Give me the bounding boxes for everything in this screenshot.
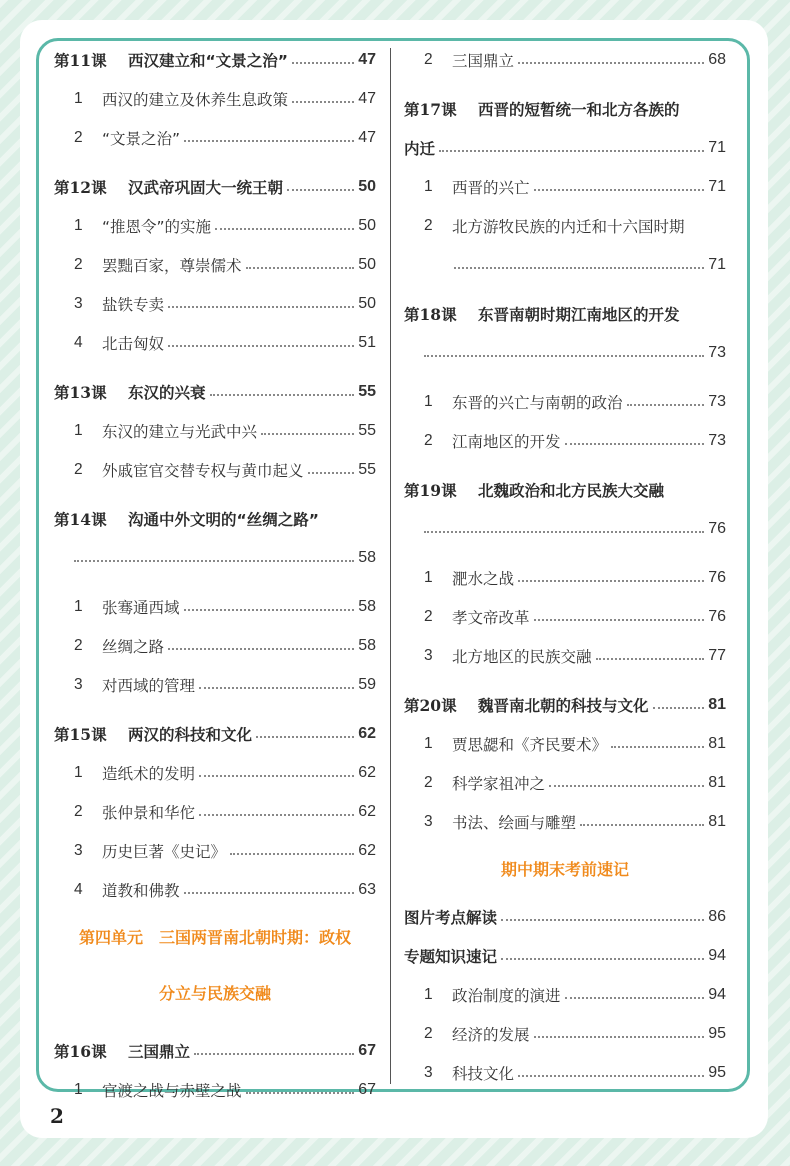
section-number: 2 <box>424 773 433 791</box>
toc-continuation-leader[interactable] <box>404 245 726 284</box>
toc-section-entry[interactable] <box>404 975 726 1014</box>
section-number: 1 <box>74 597 83 615</box>
lesson-title: 沟通中外文明的“丝绸之路” <box>128 510 319 529</box>
lesson-title: 汉武帝巩固大一统王朝 <box>128 178 284 197</box>
toc-section-entry[interactable] <box>404 382 726 421</box>
section-title: 官渡之战与赤壁之战 <box>102 1081 242 1100</box>
toc-section-entry[interactable] <box>404 636 726 675</box>
toc-section-entry[interactable] <box>404 40 726 79</box>
toc-section-entry[interactable] <box>54 831 376 870</box>
dot-leader <box>424 355 704 357</box>
section-number: 2 <box>424 607 433 625</box>
dot-leader <box>518 580 704 582</box>
dot-leader <box>261 433 354 435</box>
heading-title: 内迁 <box>404 139 436 158</box>
section-number: 1 <box>74 216 83 234</box>
page-ref: 68 <box>708 50 726 68</box>
dot-leader <box>534 1036 705 1038</box>
section-title: 东晋的兴亡与南朝的政治 <box>452 393 623 412</box>
section-number: 1 <box>424 734 433 752</box>
section-title: 盐铁专卖 <box>102 295 165 314</box>
section-title: “文景之治” <box>102 129 181 148</box>
toc-lesson-entry[interactable] <box>404 470 726 509</box>
section-number: 1 <box>74 1080 83 1098</box>
toc-section-entry[interactable] <box>404 1053 726 1092</box>
toc-heading-entry[interactable] <box>404 897 726 936</box>
section-number: 2 <box>74 460 83 478</box>
unit-title: 分立与民族交融 <box>158 984 271 1003</box>
dot-leader <box>292 62 354 64</box>
toc-section-entry[interactable] <box>54 792 376 831</box>
section-title: 科学家祖冲之 <box>452 774 546 793</box>
dot-leader <box>184 892 355 894</box>
section-title: 书法、绘画与雕塑 <box>452 813 577 832</box>
dot-leader <box>199 814 354 816</box>
lesson-title: 东汉的兴衰 <box>128 383 206 402</box>
section-number: 4 <box>74 880 83 898</box>
section-title: 北方游牧民族的内迁和十六国时期 <box>452 217 685 236</box>
toc-section-entry[interactable] <box>54 411 376 450</box>
page-ref: 71 <box>708 255 726 273</box>
lesson-number: 第16课 <box>54 1041 107 1061</box>
section-title: 经济的发展 <box>452 1025 530 1044</box>
toc-section-entry[interactable] <box>404 558 726 597</box>
dot-leader <box>596 658 705 660</box>
toc-heading-entry[interactable] <box>404 936 726 975</box>
section-number: 1 <box>74 763 83 781</box>
page-ref: 81 <box>708 734 726 752</box>
section-title: “推恩令”的实施 <box>102 217 212 236</box>
dot-leader <box>534 189 705 191</box>
page-ref: 50 <box>358 255 376 273</box>
page-ref: 58 <box>358 636 376 654</box>
toc-section-entry[interactable] <box>404 421 726 460</box>
toc-section-entry[interactable] <box>404 167 726 206</box>
toc-section-entry[interactable] <box>404 1014 726 1053</box>
page-ref: 62 <box>358 724 376 742</box>
section-title: 道教和佛教 <box>102 881 180 900</box>
lesson-title: 两汉的科技和文化 <box>128 725 253 744</box>
section-number: 2 <box>424 50 433 68</box>
section-number: 2 <box>74 255 83 273</box>
dot-leader <box>424 531 704 533</box>
page-ref: 51 <box>358 333 376 351</box>
dot-leader <box>439 150 704 152</box>
page-ref: 73 <box>708 343 726 361</box>
toc-section-entry[interactable] <box>54 1070 376 1109</box>
page-ref: 67 <box>358 1080 376 1098</box>
dot-leader <box>454 267 704 269</box>
section-title: 科技文化 <box>452 1064 515 1083</box>
toc-section-entry[interactable] <box>54 587 376 626</box>
section-title: 三国鼎立 <box>452 51 515 70</box>
section-title: 北方地区的民族交融 <box>452 647 592 666</box>
dot-leader <box>199 687 354 689</box>
dot-leader <box>74 560 354 562</box>
section-number: 3 <box>424 1063 433 1081</box>
page-ref: 55 <box>358 460 376 478</box>
lesson-title: 魏晋南北朝的科技与文化 <box>478 696 649 715</box>
page-ref: 86 <box>708 907 726 925</box>
lesson-title: 西晋的短暂统一和北方各族的 <box>478 100 680 119</box>
page-ref: 76 <box>708 519 726 537</box>
section-number: 3 <box>74 841 83 859</box>
section-number: 2 <box>74 636 83 654</box>
lesson-number: 第15课 <box>54 724 107 744</box>
page-ref: 50 <box>358 177 376 195</box>
section-title: 北击匈奴 <box>102 334 165 353</box>
section-number: 1 <box>74 421 83 439</box>
toc-section-entry[interactable] <box>54 118 376 157</box>
toc-continuation-leader[interactable] <box>54 538 376 577</box>
toc-lesson-entry[interactable] <box>54 372 376 411</box>
lesson-number: 第17课 <box>404 99 457 119</box>
page-ref: 76 <box>708 568 726 586</box>
section-title: 丝绸之路 <box>102 637 165 656</box>
page-ref: 94 <box>708 946 726 964</box>
dot-leader <box>308 472 355 474</box>
lesson-number: 第19课 <box>404 480 457 500</box>
lesson-title: 三国鼎立 <box>128 1042 191 1061</box>
section-title: 罢黜百家，尊崇儒术 <box>102 256 242 275</box>
toc-section-entry[interactable] <box>54 626 376 665</box>
column-divider <box>390 48 391 1084</box>
section-title: 东汉的建立与光武中兴 <box>102 422 258 441</box>
toc-lesson-entry[interactable] <box>404 294 726 333</box>
dot-leader <box>184 140 354 142</box>
dot-leader <box>501 919 704 921</box>
dot-leader <box>611 746 704 748</box>
section-title: 张仲景和华佗 <box>102 803 196 822</box>
lesson-number: 第11课 <box>54 50 107 70</box>
toc-section-entry[interactable] <box>54 245 376 284</box>
page-ref: 67 <box>358 1041 376 1059</box>
dot-leader <box>292 101 354 103</box>
page-ref: 73 <box>708 431 726 449</box>
page-ref: 55 <box>358 382 376 400</box>
section-title: 淝水之战 <box>452 569 515 588</box>
lesson-title: 北魏政治和北方民族大交融 <box>478 481 665 500</box>
page-ref: 62 <box>358 841 376 859</box>
dot-leader <box>246 1092 355 1094</box>
toc-section-entry[interactable] <box>54 753 376 792</box>
section-number: 3 <box>74 675 83 693</box>
toc-lesson-entry[interactable] <box>54 40 376 79</box>
page-ref: 47 <box>358 128 376 146</box>
toc-continuation-leader[interactable] <box>404 509 726 548</box>
section-number: 4 <box>74 333 83 351</box>
dot-leader <box>194 1053 354 1055</box>
toc-lesson-entry[interactable] <box>404 685 726 724</box>
section-number: 2 <box>424 1024 433 1042</box>
dot-leader <box>580 824 704 826</box>
dot-leader <box>215 228 354 230</box>
page-ref: 47 <box>358 89 376 107</box>
toc-lesson-entry[interactable] <box>54 1031 376 1070</box>
lesson-title: 西汉建立和“文景之治” <box>128 51 288 70</box>
toc-section-entry[interactable] <box>404 724 726 763</box>
section-title: 造纸术的发明 <box>102 764 196 783</box>
page-ref: 95 <box>708 1024 726 1042</box>
toc-section-entry[interactable] <box>54 450 376 489</box>
dot-leader <box>168 648 354 650</box>
dot-leader <box>184 609 355 611</box>
dot-leader <box>287 189 354 191</box>
page-ref: 71 <box>708 177 726 195</box>
section-number: 3 <box>424 812 433 830</box>
dot-leader <box>565 997 705 999</box>
page-ref: 62 <box>358 802 376 820</box>
section-number: 1 <box>424 985 433 1003</box>
page-ref: 47 <box>358 50 376 68</box>
page-ref: 81 <box>708 695 726 713</box>
toc-lesson-entry[interactable] <box>54 167 376 206</box>
heading-title: 专题知识速记 <box>404 947 498 966</box>
dot-leader <box>210 394 355 396</box>
toc-section-entry[interactable] <box>54 323 376 362</box>
toc-section-entry[interactable] <box>54 284 376 323</box>
section-title: 孝文帝改革 <box>452 608 530 627</box>
toc-unit-heading <box>404 849 726 888</box>
section-number: 2 <box>74 802 83 820</box>
section-title: 贾思勰和《齐民要术》 <box>452 735 608 754</box>
toc-lesson-entry[interactable] <box>404 89 726 128</box>
toc-section-entry[interactable] <box>404 206 726 245</box>
section-title: 政治制度的演进 <box>452 986 561 1005</box>
toc-section-entry[interactable] <box>404 763 726 802</box>
lesson-number: 第12课 <box>54 177 107 197</box>
toc-section-entry[interactable] <box>54 79 376 118</box>
dot-leader <box>199 775 354 777</box>
section-number: 2 <box>424 431 433 449</box>
toc-unit-heading <box>54 917 376 956</box>
section-title: 张骞通西域 <box>102 598 180 617</box>
dot-leader <box>168 345 354 347</box>
dot-leader <box>230 853 354 855</box>
page-ref: 76 <box>708 607 726 625</box>
section-title: 对西域的管理 <box>102 676 196 695</box>
page-ref: 50 <box>358 216 376 234</box>
dot-leader <box>501 958 704 960</box>
section-number: 3 <box>74 294 83 312</box>
section-number: 3 <box>424 646 433 664</box>
page-ref: 77 <box>708 646 726 664</box>
dot-leader <box>246 267 355 269</box>
section-number: 1 <box>74 89 83 107</box>
page-ref: 94 <box>708 985 726 1003</box>
lesson-number: 第18课 <box>404 304 457 324</box>
dot-leader <box>565 443 705 445</box>
toc-section-entry[interactable] <box>404 802 726 841</box>
page-ref: 59 <box>358 675 376 693</box>
page-ref: 62 <box>358 763 376 781</box>
dot-leader <box>534 619 705 621</box>
section-number: 1 <box>424 568 433 586</box>
toc-section-entry[interactable] <box>54 206 376 245</box>
toc-section-entry[interactable] <box>404 597 726 636</box>
page-ref: 73 <box>708 392 726 410</box>
section-title: 西晋的兴亡 <box>452 178 530 197</box>
toc-continuation-leader[interactable] <box>404 333 726 372</box>
section-title: 江南地区的开发 <box>452 432 561 451</box>
page-ref: 55 <box>358 421 376 439</box>
heading-title: 图片考点解读 <box>404 908 498 927</box>
page-ref: 71 <box>708 138 726 156</box>
page-number: 2 <box>50 1104 64 1128</box>
lesson-number: 第14课 <box>54 509 107 529</box>
lesson-number: 第13课 <box>54 382 107 402</box>
section-number: 2 <box>424 216 433 234</box>
dot-leader <box>653 707 705 709</box>
page-ref: 81 <box>708 773 726 791</box>
page-ref: 58 <box>358 597 376 615</box>
page-ref: 50 <box>358 294 376 312</box>
unit-title: 期中期末考前速记 <box>500 860 629 879</box>
page-ref: 58 <box>358 548 376 566</box>
lesson-title: 东晋南朝时期江南地区的开发 <box>478 305 680 324</box>
page-ref: 81 <box>708 812 726 830</box>
toc-lesson-entry[interactable] <box>54 714 376 753</box>
dot-leader <box>518 1075 704 1077</box>
toc-section-entry[interactable] <box>54 870 376 909</box>
dot-leader <box>518 62 704 64</box>
page-ref: 95 <box>708 1063 726 1081</box>
toc-heading-entry[interactable] <box>404 128 726 167</box>
dot-leader <box>627 404 705 406</box>
lesson-number: 第20课 <box>404 695 457 715</box>
toc-section-entry[interactable] <box>54 665 376 704</box>
section-number: 1 <box>424 177 433 195</box>
unit-title: 第四单元 三国两晋南北朝时期：政权 <box>78 928 351 947</box>
toc-unit-heading <box>54 973 376 1012</box>
section-title: 历史巨著《史记》 <box>102 842 227 861</box>
section-number: 1 <box>424 392 433 410</box>
dot-leader <box>168 306 354 308</box>
toc-lesson-entry[interactable] <box>54 499 376 538</box>
section-title: 西汉的建立及休养生息政策 <box>102 90 289 109</box>
dot-leader <box>549 785 704 787</box>
dot-leader <box>256 736 354 738</box>
page-ref: 63 <box>358 880 376 898</box>
section-number: 2 <box>74 128 83 146</box>
section-title: 外戚宦官交替专权与黄巾起义 <box>102 461 304 480</box>
